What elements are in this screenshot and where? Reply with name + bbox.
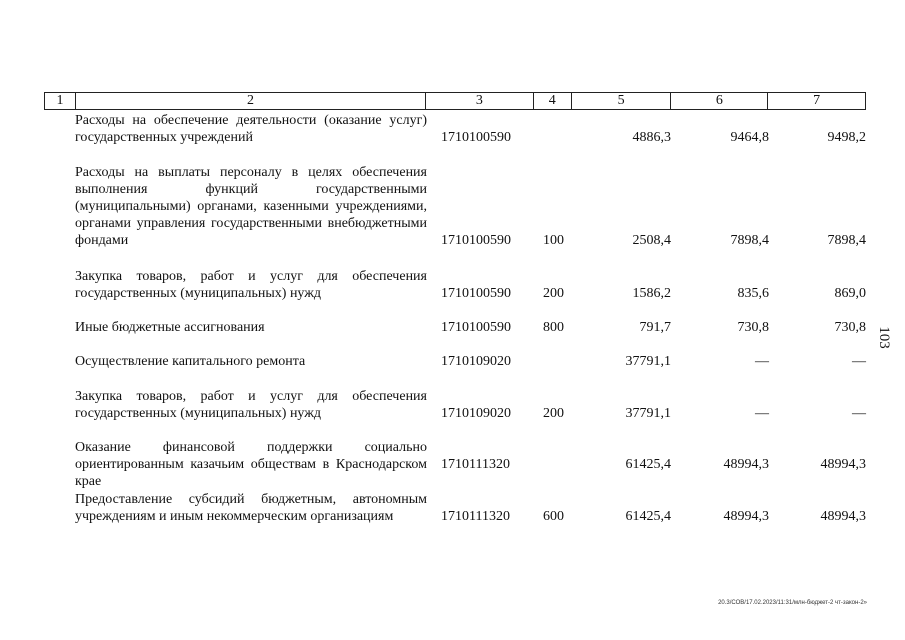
row-value-col6: 7898,4	[730, 233, 769, 248]
header-col-6: 6	[671, 93, 768, 109]
table-row	[0, 268, 905, 304]
row-value-col7: 869,0	[834, 286, 866, 301]
page-number: 103	[875, 326, 892, 349]
row-description: Оказание финансовой поддержки социально ориентированным казачьим обществам в Краснодарском крае	[75, 440, 427, 489]
row-csr-code: 1710100590	[441, 130, 511, 145]
table-row	[0, 388, 905, 424]
header-col-2: 2	[76, 93, 426, 109]
table-row	[0, 319, 905, 337]
row-value-col5: 61425,4	[625, 457, 671, 472]
row-value-col7: 7898,4	[827, 233, 866, 248]
row-csr-code: 1710109020	[441, 354, 511, 369]
row-value-col7: 48994,3	[820, 509, 866, 524]
row-description: Закупка товаров, работ и услуг для обеспечения государственных (муниципальных) нужд	[75, 269, 427, 301]
row-vr-code: 200	[543, 406, 564, 421]
row-csr-code: 1710100590	[441, 320, 511, 335]
table-header-row	[44, 92, 866, 110]
row-value-col5: 37791,1	[625, 354, 671, 369]
row-value-col6: 730,8	[737, 320, 769, 335]
table-row	[0, 439, 905, 489]
row-csr-code: 1710109020	[441, 406, 511, 421]
row-description: Расходы на обеспечение деятельности (оказание услуг) государственных учреждений	[75, 113, 427, 145]
row-vr-code: 800	[543, 320, 564, 335]
table-row	[0, 164, 905, 252]
row-vr-code: 200	[543, 286, 564, 301]
row-vr-code: 100	[543, 233, 564, 248]
row-value-col7: —	[852, 354, 866, 369]
row-value-col6: 835,6	[737, 286, 769, 301]
row-csr-code: 1710100590	[441, 233, 511, 248]
row-value-col6: 48994,3	[723, 457, 769, 472]
row-value-col5: 61425,4	[625, 509, 671, 524]
row-csr-code: 1710111320	[441, 457, 510, 472]
row-value-col6: —	[755, 406, 769, 421]
row-value-col7: 9498,2	[827, 130, 866, 145]
row-value-col7: 730,8	[834, 320, 866, 335]
row-description: Закупка товаров, работ и услуг для обеспечения государственных (муниципальных) нужд	[75, 389, 427, 421]
row-description: Иные бюджетные ассигнования	[75, 320, 265, 335]
row-value-col5: 37791,1	[625, 406, 671, 421]
row-csr-code: 1710100590	[441, 286, 511, 301]
row-value-col5: 4886,3	[632, 130, 671, 145]
row-value-col6: 48994,3	[723, 509, 769, 524]
header-col-7: 7	[813, 93, 821, 108]
table-row	[0, 353, 905, 371]
row-value-col5: 1586,2	[632, 286, 671, 301]
row-value-col7: —	[852, 406, 866, 421]
row-value-col6: 9464,8	[730, 130, 769, 145]
row-csr-code: 1710111320	[441, 509, 510, 524]
header-col-1: 1	[45, 93, 76, 109]
row-value-col6: —	[755, 354, 769, 369]
footer-stamp: 20.3/СОВ/17.02.2023/11:31/млн-бюджет-2 чт-закон-2»	[718, 600, 867, 606]
header-col-4: 4	[534, 93, 572, 109]
row-value-col5: 2508,4	[632, 233, 671, 248]
row-value-col7: 48994,3	[820, 457, 866, 472]
table-row	[0, 491, 905, 527]
table-row	[0, 112, 905, 148]
row-description: Предоставление субсидий бюджетным, автономным учреждениям и иным некоммерческим организациям	[75, 492, 427, 524]
header-col-5: 5	[572, 93, 672, 109]
row-description: Расходы на выплаты персоналу в целях обеспечения выполнения функций государственными (муниципальными) органами, казенными учреждениями, органами управления государственными внебюджетными фондами	[75, 165, 427, 248]
row-description: Осуществление капитального ремонта	[75, 354, 306, 369]
row-value-col5: 791,7	[639, 320, 671, 335]
row-vr-code: 600	[543, 509, 564, 524]
header-col-3: 3	[426, 93, 534, 109]
